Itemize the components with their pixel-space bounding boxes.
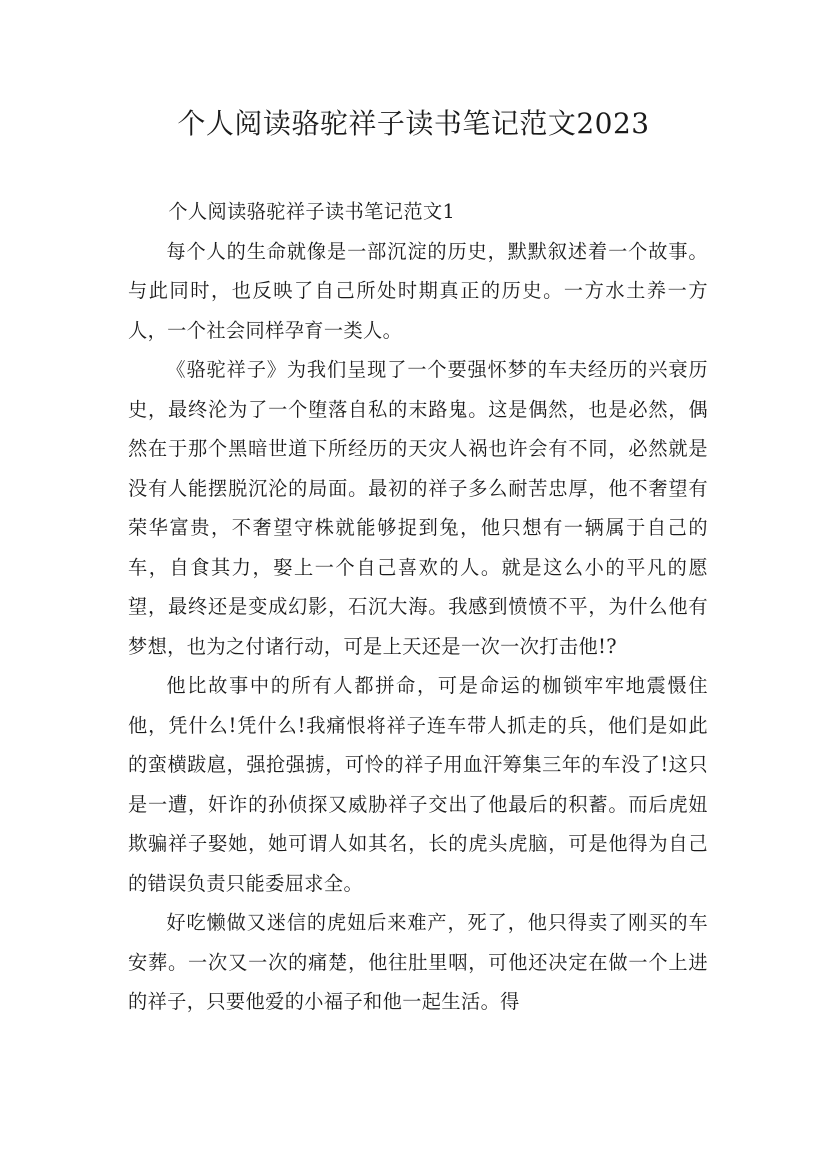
paragraph: 每个人的生命就像是一部沉淀的历史，默默叙述着一个故事。与此同时，也反映了自己所处时期真正的历史。一方水土养一方人，一个社会同样孕育一类人。	[128, 239, 708, 342]
section-subtitle: 个人阅读骆驼祥子读书笔记范文1	[168, 200, 456, 223]
paragraph: 《骆驼祥子》为我们呈现了一个要强怀梦的车夫经历的兴衰历史，最终沦为了一个堕落自私的末路鬼。这是偶然，也是必然，偶然在于那个黑暗世道下所经历的天灾人祸也许会有不同，必然就是没有人能摆脱沉沦的局面。最初的祥子多么耐苦忠厚，他不奢望有荣华富贵，不奢望守株就能够捉到兔，他只想有一辆属于自己的车，自食其力，娶上一个自己喜欢的人。就是这么小的平凡的愿望，最终还是变成幻影，石沉大海。我感到愤愤不平，为什么他有梦想，也为之付诸行动，可是上天还是一次一次打击他!?	[128, 358, 708, 658]
document-body	[128, 192, 708, 1022]
paragraph: 他比故事中的所有人都拼命，可是命运的枷锁牢牢地震慑住他，凭什么!凭什么!我痛恨将祥子连车带人抓走的兵，他们是如此的蛮横跋扈，强抢强掳，可怜的祥子用血汗筹集三年的车没了!这只是一遭，奸诈的孙侦探又威胁祥子交出了他最后的积蓄。而后虎妞欺骗祥子娶她，她可谓人如其名，长的虎头虎脑，可是他得为自己的错误负责只能委屈求全。	[128, 674, 708, 895]
paragraph: 好吃懒做又迷信的虎妞后来难产，死了，他只得卖了刚买的车安葬。一次又一次的痛楚，他往肚里咽，可他还决定在做一个上进的祥子，只要他爱的小福子和他一起生活。得	[128, 911, 708, 1013]
document-title: 个人阅读骆驼祥子读书笔记范文2023	[177, 107, 650, 140]
